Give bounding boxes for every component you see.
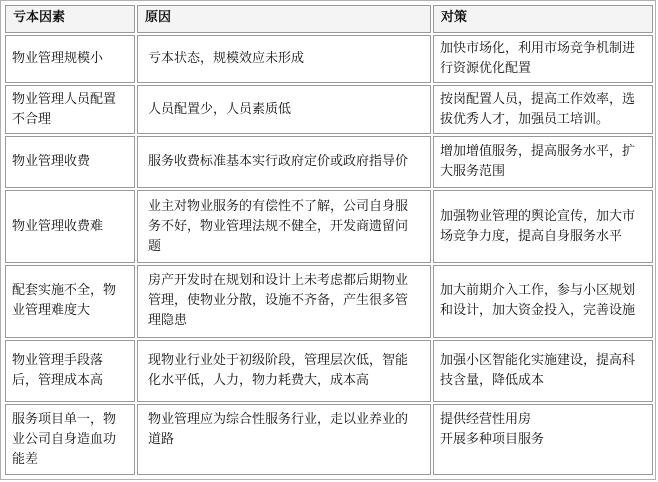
header-countermeasure: 对策	[433, 5, 653, 33]
loss-factors-table	[3, 3, 655, 477]
reason-cell: 房产开发时在规划和设计上未考虑都后期物业管理，使物业分散，设施不齐备，产生很多管理隐患	[137, 265, 431, 338]
loss-factor-cell: 配套实施不全，物业管理难度大	[5, 265, 135, 338]
reason-cell: 亏本状态，规模效应未形成	[137, 35, 431, 83]
countermeasure-cell: 增加增值服务，提高服务水平，扩大服务范围	[433, 136, 653, 188]
countermeasure-cell: 加强小区智能化实施建设，提高科技含量，降低成本	[433, 340, 653, 403]
table-header-row	[5, 5, 653, 33]
countermeasure-cell: 按岗配置人员，提高工作效率，选拔优秀人才，加强员工培训。	[433, 85, 653, 133]
reason-cell: 现物业行业处于初级阶段，管理层次低，智能化水平低，人力，物力耗费大，成本高	[137, 340, 431, 403]
table-row	[5, 340, 653, 403]
header-loss-factor: 亏本因素	[5, 5, 135, 33]
reason-cell: 人员配置少，人员素质低	[137, 85, 431, 133]
loss-factor-cell: 物业管理人员配置不合理	[5, 85, 135, 133]
table-row	[5, 404, 653, 475]
table-row	[5, 35, 653, 83]
countermeasure-cell: 提供经营性用房 开展多种项目服务	[433, 404, 653, 475]
table-row	[5, 136, 653, 188]
reason-cell: 业主对物业服务的有偿性不了解，公司自身服务不好，物业管理法规不健全，开发商遗留问题	[137, 190, 431, 263]
reason-cell: 服务收费标准基本实行政府定价或政府指导价	[137, 136, 431, 188]
header-reason: 原因	[137, 5, 431, 33]
table-row	[5, 190, 653, 263]
table-row	[5, 265, 653, 338]
loss-factor-cell: 物业管理收费	[5, 136, 135, 188]
loss-factor-cell: 物业管理规模小	[5, 35, 135, 83]
countermeasure-cell: 加强物业管理的舆论宣传，加大市场竞争力度，提高自身服务水平	[433, 190, 653, 263]
loss-factor-cell: 物业管理收费难	[5, 190, 135, 263]
table-row	[5, 85, 653, 133]
loss-factor-cell: 服务项目单一，物业公司自身造血功能差	[5, 404, 135, 475]
reason-cell: 物业管理应为综合性服务行业，走以业养业的道路	[137, 404, 431, 475]
countermeasure-cell: 加快市场化，利用市场竞争机制进行资源优化配置	[433, 35, 653, 83]
loss-factor-cell: 物业管理手段落后，管理成本高	[5, 340, 135, 403]
countermeasure-cell: 加大前期介入工作，参与小区规划和设计，加大资金投入，完善设施	[433, 265, 653, 338]
